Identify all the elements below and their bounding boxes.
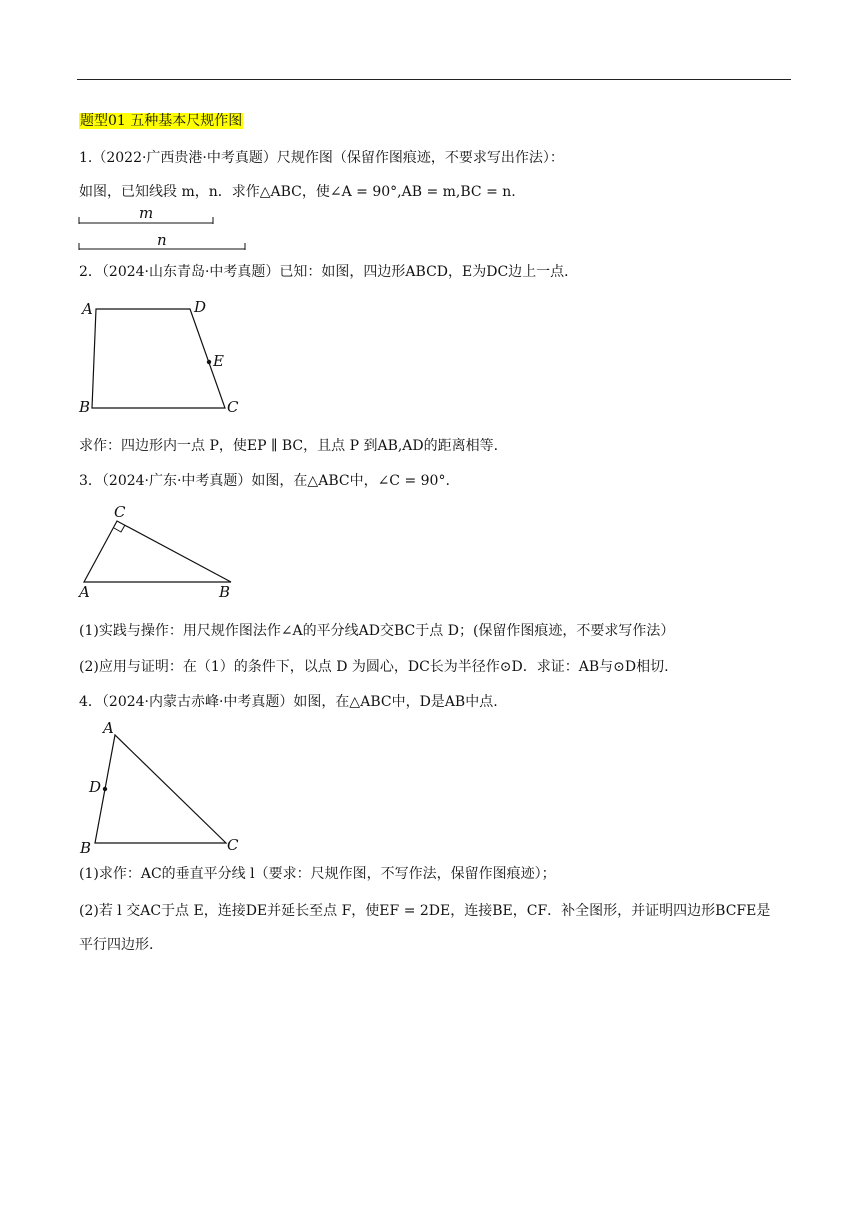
section-title: 题型01 五种基本尺规作图 — [80, 113, 243, 129]
figure-1-segments — [79, 204, 245, 250]
label-d: D — [89, 778, 102, 796]
segment-m-label: m — [139, 204, 154, 222]
problem-3-line-1: 3．（2024·广东·中考真题）如图，在△ABC中，∠C = 90°. — [79, 473, 450, 489]
problem-1-line-1: 1.（2022·广西贵港·中考真题）尺规作图（保留作图痕迹，不要求写出作法）： — [79, 150, 564, 166]
problem-4-part-2-cont: 平行四边形. — [79, 937, 154, 953]
problem-2-line-1: 2．（2024·山东青岛·中考真题）已知：如图，四边形ABCD，E为DC边上一点． — [79, 264, 579, 280]
segment-n-label: n — [157, 231, 167, 249]
label-b: B — [80, 839, 92, 857]
figure-4-triangle — [79, 719, 239, 857]
point-d — [103, 787, 107, 791]
problem-4-part-2: (2)若 l 交AC于点 E，连接DE并延长至点 F，使EF = 2DE，连接BE，CF．补全图形，并证明四边形BCFE是 — [79, 903, 771, 919]
figure-2-quadrilateral — [78, 298, 239, 416]
label-a: A — [79, 583, 90, 601]
label-d: D — [194, 298, 207, 316]
problem-3-part-2: (2)应用与证明：在（1）的条件下，以点 D 为圆心，DC长为半径作⊙D．求证：AB与⊙D相切. — [79, 659, 669, 675]
problem-1-line-2: 如图，已知线段 m，n．求作△ABC，使∠A = 90°,AB = m,BC = n. — [79, 184, 516, 200]
label-e: E — [213, 352, 224, 370]
point-e — [207, 360, 211, 364]
right-angle-mark — [114, 525, 125, 532]
problem-2-line-2: 求作：四边形内一点 P，使EP ∥ BC，且点 P 到AB,AD的距离相等. — [79, 438, 499, 454]
problem-4-part-1: (1)求作：AC的垂直平分线 l（要求：尺规作图，不写作法，保留作图痕迹）； — [79, 866, 556, 882]
label-a: A — [82, 300, 93, 318]
problem-3-part-1: (1)实践与操作：用尺规作图法作∠A的平分线AD交BC于点 D；(保留作图痕迹，不要求写作法） — [79, 623, 675, 639]
label-c: C — [227, 836, 239, 854]
label-c: C — [114, 503, 126, 521]
figure-3-triangle — [77, 503, 231, 601]
label-a: A — [103, 719, 114, 737]
label-b: B — [219, 583, 231, 601]
label-c: C — [227, 398, 239, 416]
problem-4-line-1: 4．（2024·内蒙古赤峰·中考真题）如图，在△ABC中，D是AB中点. — [79, 694, 498, 710]
label-b: B — [79, 398, 91, 416]
